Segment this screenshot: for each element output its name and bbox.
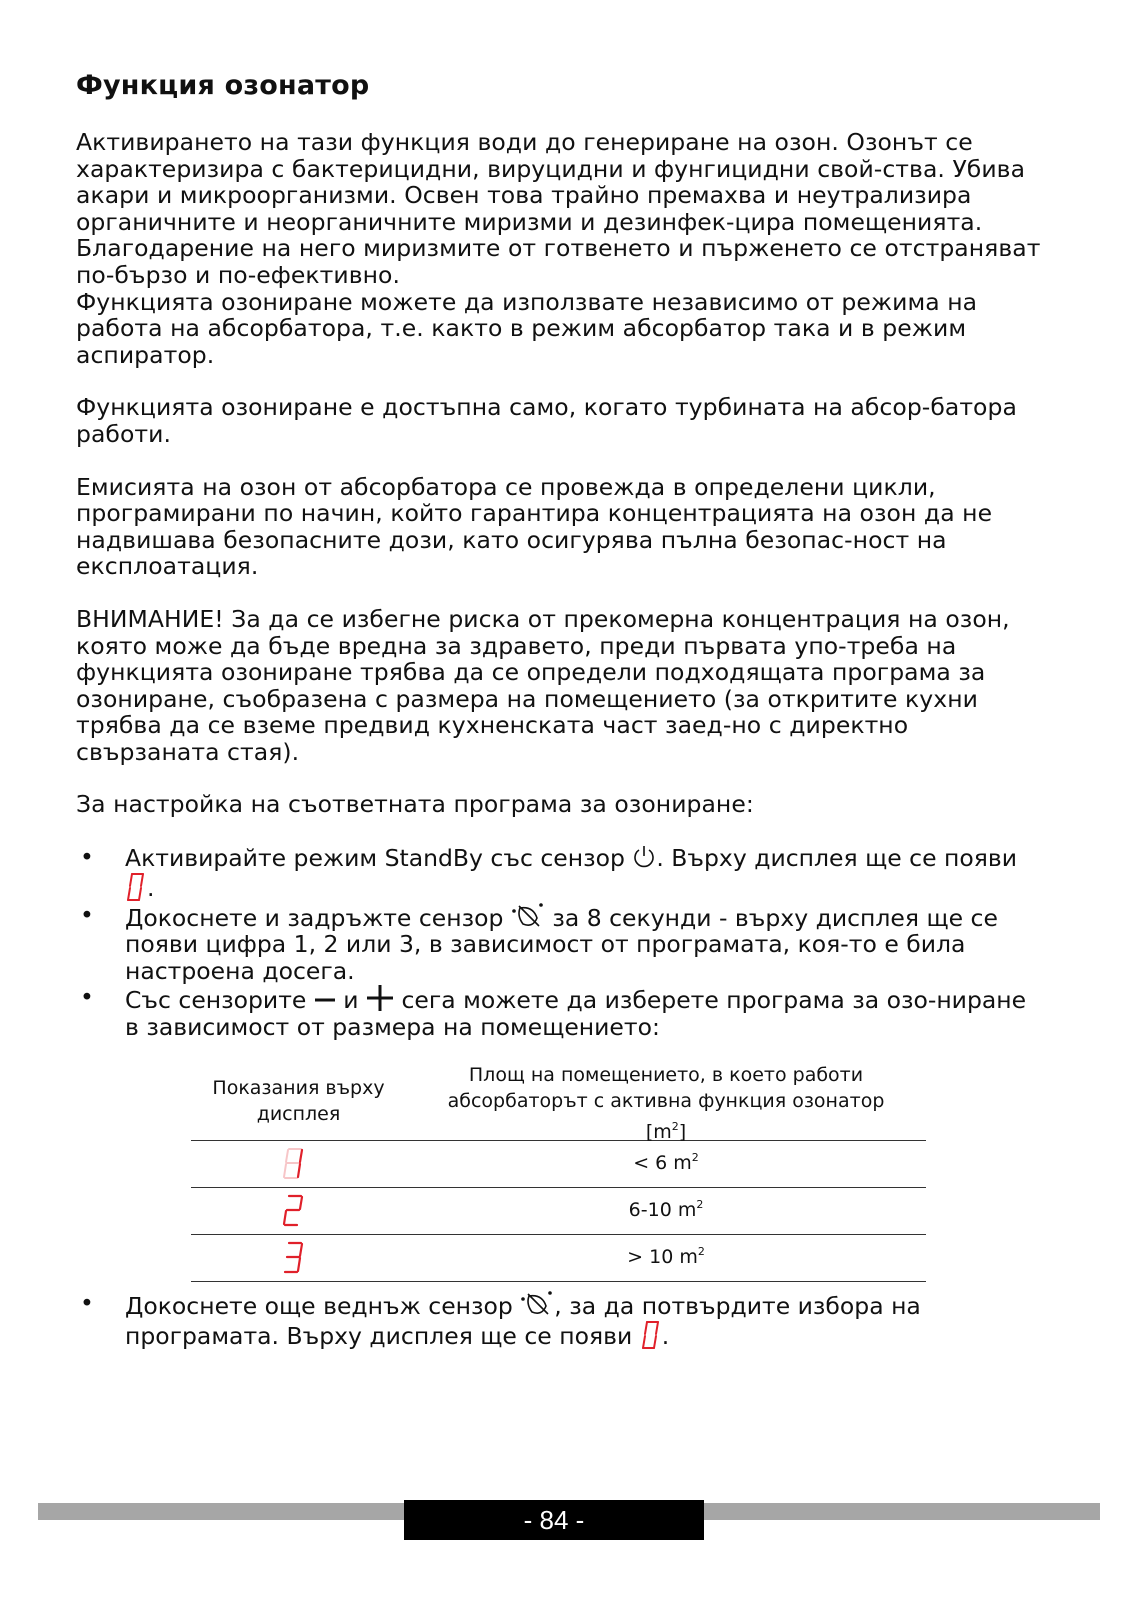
paragraph-warning: ВНИМАНИЕ! За да се избегне риска от прекомерна концентрация на озон, която може да бъде вредна за здравето, преди първата упо-треба на функцията озониране трябва да се определи подходящата програма за озониране, съобразена с размера на помещението (за откритите кухни трябва да се вземе предвид кухненската част заед-но с директно свързаната стая). xyxy=(76,604,1010,766)
area-value: < 6 $m^2$ xyxy=(633,1151,699,1174)
area-unit: $[m^2]$ xyxy=(645,1120,687,1143)
step-text: Със сензорите xyxy=(125,986,314,1015)
step-standby xyxy=(76,844,1046,902)
area-value: 6-10 $m^2$ xyxy=(628,1198,704,1221)
col-header-area: Площ на помещението, в което работи абсорбаторът с активна функция озонатор $[m^2]$ xyxy=(406,1062,926,1145)
step-text: Докоснете и задръжте сензор xyxy=(125,903,511,932)
paragraph-availability: Функцията озониране е достъпна само, когато турбината на абсор-батора работи. xyxy=(76,393,1017,448)
seven-segment-2-icon xyxy=(281,1194,307,1228)
step-text: . xyxy=(147,873,155,902)
paragraph-setup: За настройка на съответната програма за озониране: xyxy=(76,790,754,819)
document-page xyxy=(76,70,1046,1041)
step-text: . xyxy=(661,1321,670,1350)
bullet: • xyxy=(80,1289,94,1317)
steps-list xyxy=(76,844,1046,1041)
col-header-display: Показания върху дисплея xyxy=(212,1077,385,1125)
area-value: > 10 $m^2$ xyxy=(627,1245,705,1268)
page-number: - 84 - xyxy=(404,1500,704,1540)
steps-list-continued xyxy=(76,1290,1046,1350)
step-text: Докоснете още веднъж сензор xyxy=(125,1292,521,1320)
bullet: • xyxy=(80,983,94,1012)
step-hold-sensor xyxy=(76,902,1046,985)
seven-segment-0-icon xyxy=(125,872,147,902)
seven-segment-0-icon xyxy=(640,1320,662,1350)
paragraph-intro: Активирането на тази функция води до генериране на озон. Озонът се характеризира с бактерицидни, вируцидни и фунгицидни свой-ства. Убива акари и микроорганизми. Освен това трайно премахва и неутрализира органичните и неорганичните миризми и дезинфек-цира помещенията. Благодарение на него миризмите от готвенето и пърженето се отстраняват по-бързо и по-ефективно. xyxy=(76,128,1041,289)
step-text: за 8 секунди - върху дисплея ще се появи цифра 1, 2 или 3, в зависимост от програмата, коя-то е била настроена досега. xyxy=(125,903,998,985)
step-text: , за да потвърдите избора на програмата. Върху дисплея ще се появи xyxy=(125,1292,921,1350)
power-icon xyxy=(632,844,656,870)
minus-icon xyxy=(314,992,336,1012)
table-row xyxy=(191,1141,926,1188)
step-text: Активирайте режим StandBy със сензор xyxy=(125,844,633,873)
step-text: и xyxy=(335,986,367,1015)
bullet: • xyxy=(80,900,94,929)
final-step-block xyxy=(76,1290,1046,1350)
seven-segment-1-icon xyxy=(281,1147,307,1181)
ozone-sensor-icon xyxy=(520,1290,554,1318)
table-header xyxy=(191,1062,926,1141)
table-row xyxy=(191,1235,926,1282)
ozone-program-table xyxy=(191,1062,926,1282)
section-title: Функция озонатор xyxy=(76,70,370,101)
plus-icon xyxy=(366,984,394,1012)
bullet: • xyxy=(80,843,94,872)
ozone-sensor-icon xyxy=(511,902,545,930)
step-confirm xyxy=(76,1290,1046,1350)
step-text: . Върху дисплея ще се появи xyxy=(656,844,1018,873)
table-row xyxy=(191,1188,926,1235)
seven-segment-3-icon xyxy=(281,1241,307,1275)
paragraph-usage: Функцията озониране можете да използвате независимо от режима на работа на абсорбатора, т.е. както в режим абсорбатор така и в режим аспиратор. xyxy=(76,287,978,369)
step-text: сега можете да изберете програма за озо-ниране в зависимост от размера на помещението: xyxy=(125,986,1027,1042)
step-select-program xyxy=(76,984,1046,1040)
paragraph-emission: Емисията на озон от абсорбатора се провежда в определени цикли, програмирани по начин, който гарантира концентрацията на озон да не надвишава безопасните дози, като осигурява пълна безопас-ност на експлоатация. xyxy=(76,472,993,581)
